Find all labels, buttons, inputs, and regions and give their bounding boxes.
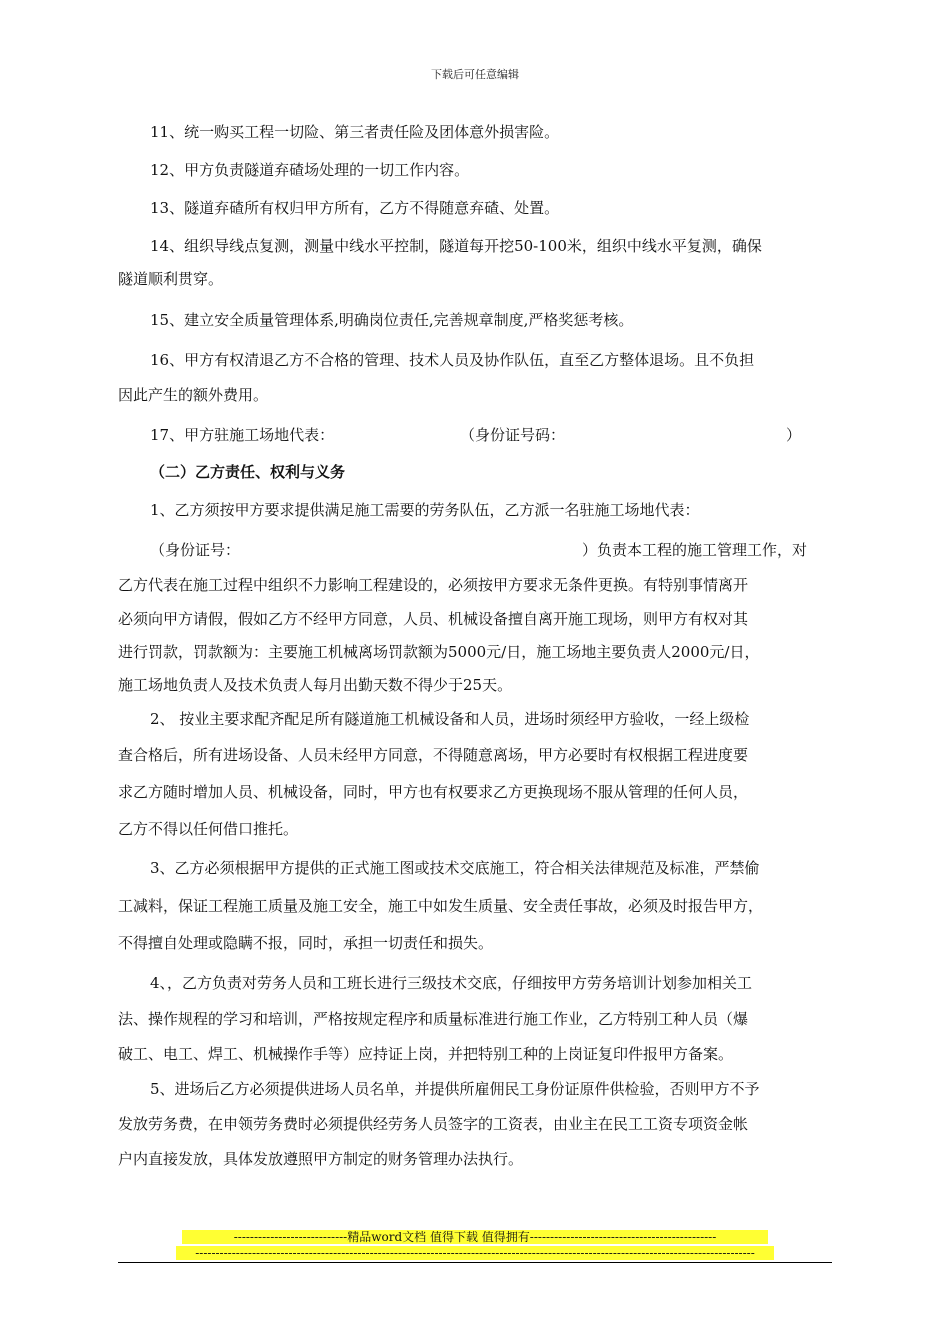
b-clause-2-line2: 查合格后，所有进场设备、人员未经甲方同意，不得随意离场，甲方必要时有权根据工程进度要 (118, 746, 749, 764)
footer-banner-line1: ----------------------------精品word文档 值得下载 值得拥有---------------------------------------------- (182, 1230, 768, 1244)
clause-17-label: 17、甲方驻施工场地代表： (150, 426, 335, 444)
b-clause-3-line1: 3、乙方必须根据甲方提供的正式施工图或技术交底施工，符合相关法律规范及标准，严禁偷 (150, 859, 760, 877)
b-clause-1-line1: 1、乙方须按甲方要求提供满足施工需要的劳务队伍，乙方派一名驻施工场地代表： (150, 501, 700, 519)
clause-14-line2: 隧道顺利贯穿。 (118, 270, 224, 288)
b-clause-5-line2: 发放劳务费，在申领劳务费时必须提供经劳务人员签字的工资表，由业主在民工工资专项资金帐 (118, 1115, 749, 1133)
clause-15: 15、建立安全质量管理体系,明确岗位责任,完善规章制度,严格奖惩考核。 (150, 311, 634, 329)
clause-16-line1: 16、甲方有权清退乙方不合格的管理、技术人员及协作队伍，直至乙方整体退场。且不负担 (150, 351, 755, 369)
page-header: 下载后可任意编辑 (431, 68, 519, 81)
b-clause-1-line3: 乙方代表在施工过程中组织不力影响工程建设的，必须按甲方要求无条件更换。有特别事情离开 (118, 576, 749, 594)
footer-banner-line2: ------------------------------------------------------------------------------------------------------------------------------------------ (176, 1246, 774, 1260)
b-clause-2-line3: 求乙方随时增加人员、机械设备，同时，甲方也有权要求乙方更换现场不服从管理的任何人员， (118, 783, 749, 801)
b-clause-1-line4: 必须向甲方请假，假如乙方不经甲方同意，人员、机械设备擅自离开施工现场，则甲方有权对其 (118, 610, 749, 628)
clause-11: 11、统一购买工程一切险、第三者责任险及团体意外损害险。 (150, 123, 560, 141)
b-clause-4-line3: 破工、电工、焊工、机械操作手等）应持证上岗，并把特别工种的上岗证复印件报甲方备案。 (118, 1045, 734, 1063)
b-clause-1-line5: 进行罚款，罚款额为：主要施工机械离场罚款额为5000元/日，施工场地主要负责人2000元/日， (118, 643, 760, 661)
b-clause-1-line6: 施工场地负责人及技术负责人每月出勤天数不得少于25天。 (118, 676, 513, 694)
b-clause-3-line2: 工减料，保证工程施工质量及施工安全，施工中如发生质量、安全责任事故，必须及时报告甲方， (118, 897, 764, 915)
b-clause-5-line3: 户内直接发放，具体发放遵照甲方制定的财务管理办法执行。 (118, 1150, 524, 1168)
b-clause-2-line4: 乙方不得以任何借口推托。 (118, 820, 299, 838)
clause-14-line1: 14、组织导线点复测，测量中线水平控制，隧道每开挖50-100米，组织中线水平复测，确保 (150, 237, 762, 255)
clause-17-id-label: （身份证号码： (460, 426, 566, 444)
footer-divider (118, 1262, 832, 1263)
b-clause-1-id-label: （身份证号： (150, 541, 241, 559)
clause-12: 12、甲方负责隧道弃碴场处理的一切工作内容。 (150, 161, 470, 179)
clause-13: 13、隧道弃碴所有权归甲方所有，乙方不得随意弃碴、处置。 (150, 199, 560, 217)
b-clause-4-line1: 4、，乙方负责对劳务人员和工班长进行三级技术交底，仔细按甲方劳务培训计划参加相关工 (150, 974, 753, 992)
section-heading-party-b: （二）乙方责任、权利与义务 (150, 463, 346, 481)
b-clause-5-line1: 5、进场后乙方必须提供进场人员名单，并提供所雇佣民工身份证原件供检验，否则甲方不予 (150, 1080, 760, 1098)
b-clause-1-line2: ）负责本工程的施工管理工作，对 (582, 541, 808, 559)
b-clause-2-line1: 2、 按业主要求配齐配足所有隧道施工机械设备和人员，进场时须经甲方验收，一经上级检 (150, 710, 750, 728)
b-clause-4-line2: 法、操作规程的学习和培训，严格按规定程序和质量标准进行施工作业，乙方特别工种人员（爆 (118, 1010, 749, 1028)
b-clause-3-line3: 不得擅自处理或隐瞒不报，同时，承担一切责任和损失。 (118, 934, 494, 952)
clause-17-id-close: ） (786, 426, 802, 444)
clause-16-line2: 因此产生的额外费用。 (118, 386, 269, 404)
